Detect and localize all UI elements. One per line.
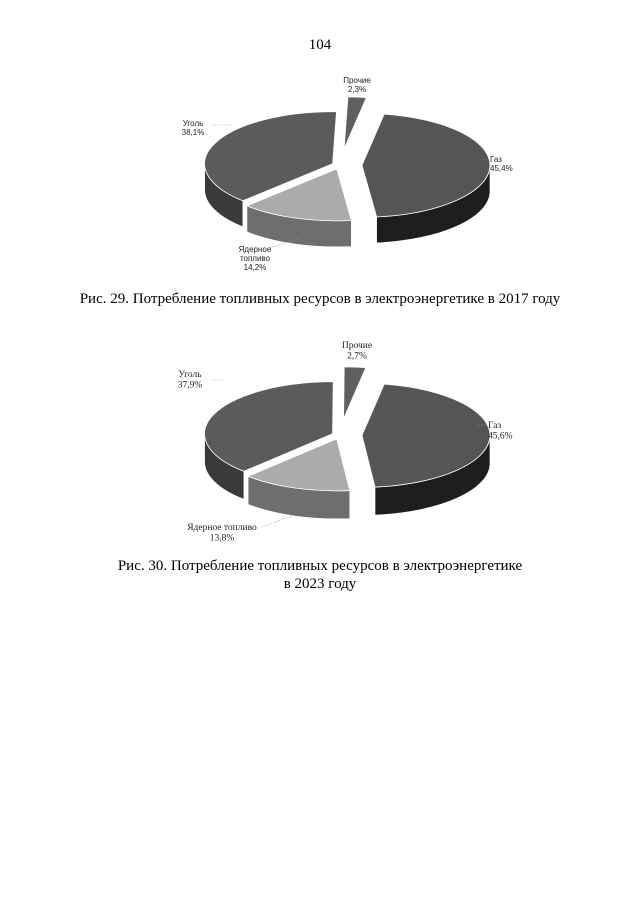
slice-label-other: Прочие 2,7% — [341, 341, 373, 362]
page-number: 104 — [308, 37, 332, 53]
caption-30-line-2: в 2023 году — [283, 576, 357, 592]
pie-chart-2023 — [0, 341, 640, 555]
pie-chart-2017 — [0, 68, 640, 283]
slice-other — [344, 367, 366, 419]
slice-label-coal: Уголь 37,9% — [177, 370, 203, 391]
slice-label-nuclear-fuel: Ядерное топливо 14,2% — [238, 245, 272, 272]
slice-other — [344, 97, 366, 149]
slice-label-coal: Уголь 38,1% — [181, 119, 205, 137]
figure-caption-30 — [0, 557, 640, 593]
slice-label-other: Прочие 2,3% — [343, 76, 371, 94]
slice-label-gas: Газ 45,6% — [488, 421, 513, 442]
slice-label-gas: Газ 45,4% — [490, 155, 513, 173]
leader-line-nuclear-fuel — [262, 516, 292, 527]
figure-caption-29: Рис. 29. Потребление топливных ресурсов в электроэнергетике в 2017 году — [79, 291, 561, 307]
caption-30-line-1: Рис. 30. Потребление топливных ресурсов в электроэнергетике — [117, 558, 523, 574]
slice-label-nuclear-fuel: Ядерное топливо 13,8% — [187, 523, 257, 544]
